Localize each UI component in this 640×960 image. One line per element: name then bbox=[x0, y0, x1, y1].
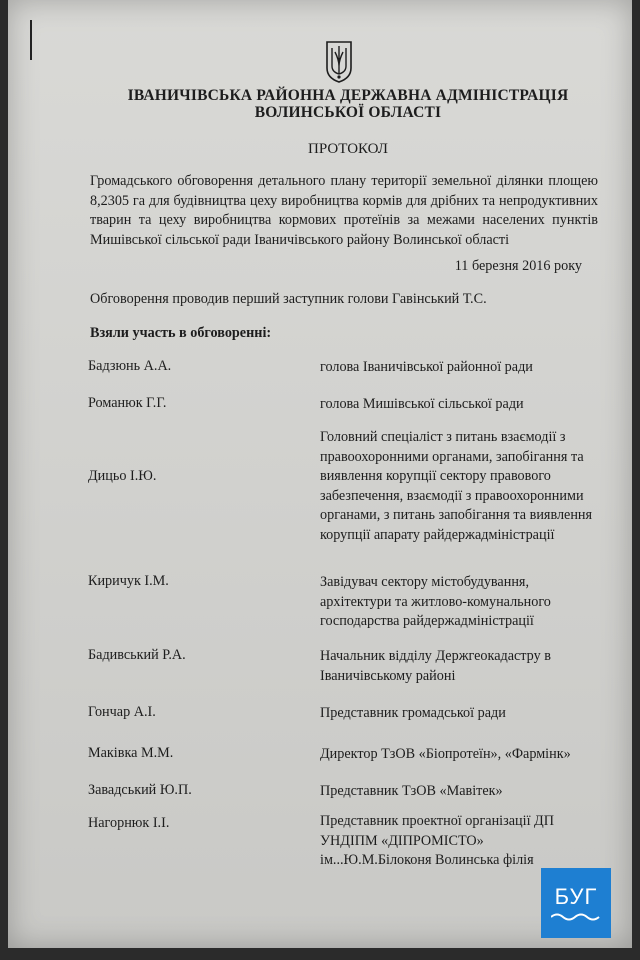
margin-mark bbox=[30, 20, 32, 60]
participant-role: голова Мишівської сільської ради bbox=[320, 396, 524, 412]
preamble-text: Громадського обговорення детального плану території земельної ділянки площею 8,2305 га для будівництва цеху виробництва кормів для дрібних та непродуктивних тварин та цеху виробництва кормових протеїнів за межами населених пунктів Мишівської сільської ради Іваничівського району Волинської області bbox=[90, 173, 598, 248]
trident-emblem-icon bbox=[324, 38, 354, 84]
chairperson-line: Обговорення проводив перший заступник голови Гавінський Т.С. bbox=[90, 291, 487, 307]
document-date: 11 березня 2016 року bbox=[454, 258, 582, 274]
participant-name: Гончар А.І. bbox=[88, 704, 156, 720]
participant-role: голова Іваничівської районної ради bbox=[320, 359, 533, 375]
participant-role: Представник проектної організації ДП УНДІПМ «ДІПРОМІСТО» ім...Ю.М.Білоконя Волинська філія bbox=[320, 813, 554, 868]
watermark-text: БУГ bbox=[554, 884, 598, 909]
participant-role: Представник громадської ради bbox=[320, 705, 506, 721]
participant-name: Бадивський Р.А. bbox=[88, 647, 186, 663]
wave-icon bbox=[551, 912, 601, 922]
participant-name: Романюк Г.Г. bbox=[88, 395, 167, 411]
participant-role: Завідувач сектору містобудування, архітектури та житлово-комунального господарства райдержадміністрації bbox=[320, 574, 551, 629]
participant-role: Головний спеціаліст з питань взаємодії з правоохоронними органами, запобігання та виявлення корупції сектору правового забезпечення, взаємодії з правоохоронними органами, з питань запобігання та виявлення корупції апарату райдержадміністрації bbox=[320, 429, 593, 543]
participant-name: Завадський Ю.П. bbox=[88, 782, 192, 798]
document-page bbox=[8, 0, 632, 948]
participant-name: Киричук І.М. bbox=[88, 573, 169, 589]
organization-name-line2: ВОЛИНСЬКОЇ ОБЛАСТІ bbox=[254, 104, 442, 121]
document-title: ПРОТОКОЛ bbox=[308, 141, 388, 157]
participant-role: Директор ТзОВ «Біопротеїн», «Фармінк» bbox=[320, 746, 571, 762]
organization-name-line1: ІВАНИЧІВСЬКА РАЙОННА ДЕРЖАВНА АДМІНІСТРАЦІЯ bbox=[127, 87, 569, 104]
participant-name: Бадзюнь А.А. bbox=[88, 358, 172, 374]
participant-role: Начальник відділу Держгеокадастру в Іваничівському районі bbox=[320, 648, 551, 684]
participants-heading: Взяли участь в обговоренні: bbox=[90, 325, 272, 341]
participant-name: Маківка М.М. bbox=[88, 745, 174, 761]
participant-role: Представник ТзОВ «Мавітек» bbox=[320, 783, 503, 799]
participant-name: Дицьо І.Ю. bbox=[88, 468, 157, 484]
watermark-logo bbox=[541, 868, 611, 938]
participant-name: Нагорнюк І.І. bbox=[88, 815, 170, 831]
